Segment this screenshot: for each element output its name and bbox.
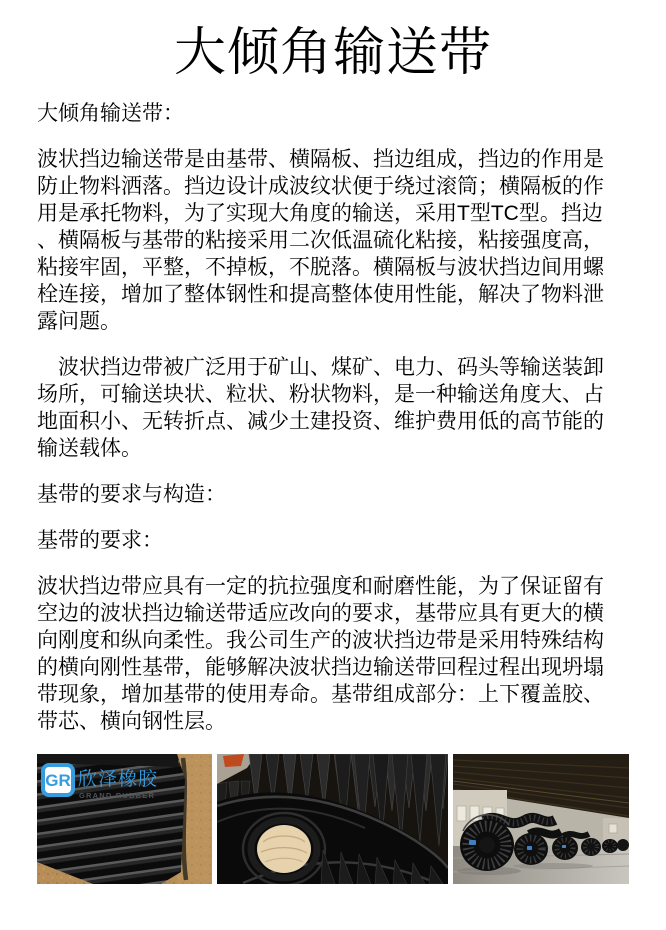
article-body: [37, 100, 615, 735]
product-photo-rolled-belt: [217, 754, 448, 884]
logo-name-chinese: 欣泽橡胶: [78, 769, 159, 790]
belt-label-tag: [469, 840, 476, 845]
logo-gr-monogram: GR: [45, 771, 71, 790]
paragraph-heading-base-belt-structure: 基带的要求与构造：: [37, 483, 226, 506]
product-image-gallery: [37, 754, 666, 884]
sidewall-belt-photo: [37, 754, 212, 884]
warehouse-photo: [453, 754, 629, 884]
paragraph-composition: 波状挡边输送带是由基带、横隔板、挡边组成，挡边的作用是防止物料洒落。挡边设计成波纹状便于绕过滚筒；横隔板的作用是承托物料，为了实现大角度的输送，采用T型TC型。挡边、横隔板与基带的粘接采用二次低温硫化粘接，粘接强度高，粘接牢固，平整，不掉板，不脱落。横隔板与波状挡边间用螺栓连接，增加了整体钢性和提高整体使用性能，解决了物料泄露问题。: [37, 148, 604, 333]
paragraph-base-belt-details: 波状挡边带应具有一定的抗拉强度和耐磨性能，为了保证留有空边的波状挡边输送带适应改向的要求，基带应具有更大的横向刚度和纵向柔性。我公司生产的波状挡边带是采用特殊结构的横向刚性基带，能够解决波状挡边输送带回程过程出现坍塌带现象，增加基带的使用寿命。基带组成部分：上下覆盖胶、带芯、横向钢性层。: [37, 575, 604, 733]
paragraph-applications: 波状挡边带被广泛用于矿山、煤矿、电力、码头等输送装卸场所，可输送块状、粒状、粉状物料，是一种输送角度大、占地面积小、无转折点、减少土建投资、维护费用低的高节能的输送载体。: [37, 356, 604, 460]
paragraph-heading-base-belt-requirements: 基带的要求：: [37, 529, 163, 552]
logo-name-english: GRAND RUBBER: [79, 791, 156, 800]
product-photo-warehouse: [453, 754, 629, 884]
grand-rubber-logo: [43, 765, 158, 800]
belt-core: [257, 825, 311, 873]
product-photo-sidewall-closeup: [37, 754, 212, 884]
rolled-belt-photo: [217, 754, 448, 884]
page-title: 大倾角输送带: [173, 24, 492, 82]
paragraph-heading-intro: 大倾角输送带：: [37, 102, 184, 125]
